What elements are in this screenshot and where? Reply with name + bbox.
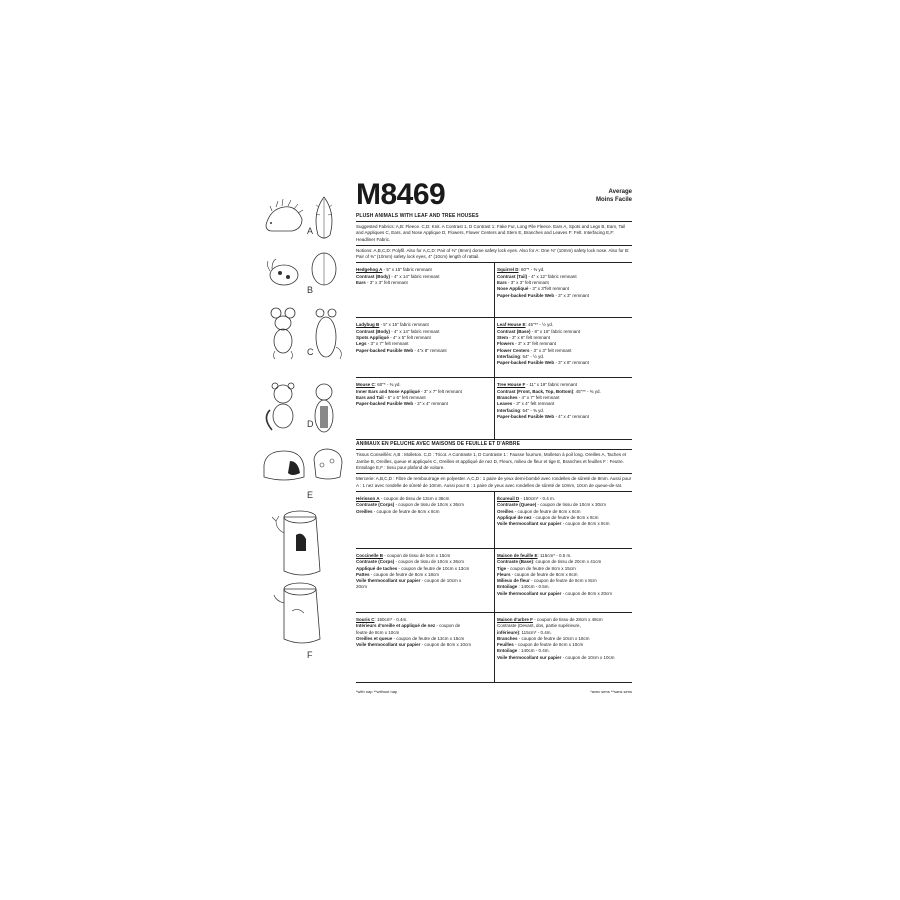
squirrel-sketch [262,380,350,438]
mouse-sketch [262,303,350,365]
cell-line: Milieux de fleur - coupon de feutre de 8cm x 8cm [497,578,597,584]
cell-line: Oreilles et queue - coupon de feutre de 13cm x 15cm [356,635,465,641]
figure-label-e: E [307,490,314,500]
ladybug-sketch [262,247,350,295]
cell-line: Voile thermocollant sur papier - coupon de 8cm x 8cm [497,521,610,527]
cell-line: Souris C: 150cm* - 0.4m. [356,616,408,622]
yardage-cell [494,317,632,377]
yardage-cell [494,612,632,682]
figure-label-c: C [307,347,314,357]
figure-label-b: B [307,285,314,295]
cell-line: 20cm [356,584,368,590]
cell-line: Mouse C: 60"* - ⅜ yd. [356,382,401,388]
cell-line: Contraste (Corps) - coupon de tissu de 10cm x 36cm [356,502,465,508]
difficulty-level [596,180,632,204]
yardage-cell [494,377,632,439]
cell-line: Oreilles - coupon de feutre de 8cm x 8cm [356,508,440,514]
yardage-cell [494,492,632,548]
french-notions: Mercerie: A,B,C,D : Fibre de rembourrage en polyester. A,C,D : 1 paire de yeux demi-bombé avec rondelles de sûreté de 8mm. Aussi pour A : 1 nez avec rondelle de sûreté de 10mm. Aussi pour B : 1 paire de yeux avec rondelles de sûreté de 10mm, 10cm de queue-de-rat. [356,474,632,492]
cell-line: Paper-backed Fusible Web - 4" x 4" remnant [497,413,589,419]
cell-line: Contrast (Front, Back, Top, Bottom): 45"** - ⅜ yd. [497,388,601,394]
yardage-cell [356,263,494,317]
figure-label-d: D [307,419,314,429]
cell-line: Ears - 3" x 3" felt remnant [356,280,408,286]
cell-line: Appliqué de nez - coupon de feutre de 8cm x 8cm [497,514,599,520]
pattern-info-sheet [356,180,632,694]
cell-line: Tige - coupon de feutre de 8cm x 15cm [497,565,576,571]
french-fabrics: Tissus Conseillés: A,B : Molleton. C,D : Tricot. A Contraste 1, D Contraste 1 : Fausse fourrure, Molleton à poil long. Oreilles A, Taches et Jambe B, Oreilles, queue et appliqués C, Oreilles et appliqué de nez D, Fleurs, milieu de fleur et tige E, Branches et feuilles F : Feutre. Entoilage E,F : tissu pour plafond de voiture. [356,450,632,474]
french-yardage-grid [356,492,632,683]
footnote-en: *with nap **without nap [356,688,398,694]
cell-line: Voile thermocollant sur papier - coupon de 8cm x 20cm [497,590,612,596]
cell-line: Contraste (Corps) - coupon de tissu de 10cm x 36cm [356,559,465,565]
cell-line: Ears - 3" x 3" felt remnant [497,280,549,286]
cell-line: feutre de 8cm x 10cm [356,629,400,635]
leaf-house-sketch [260,447,350,487]
cell-line: Interfacing: 54" - ½ yd. [497,353,545,359]
cell-line: Pattes - coupon de feutre de 8cm x 18cm [356,571,440,577]
cell-line: Paper-backed Fusible Web - 3" x 8" remnant [497,360,589,366]
cell-line: Coccinelle B - coupon de tissu de 5cm x 15cm [356,552,451,558]
difficulty-en: Average [608,189,632,195]
cell-line: Spots Appliqué - 4" x 5" felt remnant [356,335,431,341]
cell-line: Entoilage : 140cm - 0.4m. [497,648,550,654]
cell-line: Hérisson A - coupon de tissu de 13cm x 38cm [356,495,450,501]
cell-line: Intérieurs d'oreille et appliqué de nez - coupon de [356,623,461,629]
cell-line: Contrast (Body) - 4" x 14" fabric remnant [356,273,440,279]
cell-line: Maison de feuille E: 115cm* - 0.5 m. [497,552,572,558]
cell-line: Fleurs - coupon de feutre de 8cm x 8cm [497,571,578,577]
cell-line: Paper-backed Fusible Web - 3" x 3" remnant [497,292,589,298]
cell-line: Entoilage : 140cm - 0.5m. [497,584,550,590]
sketch-column [252,185,352,685]
cell-line: Oreilles - coupon de feutre de 8cm x 8cm [497,508,581,514]
cell-line: Paper-backed Fusible Web - 3" x 4" remnant [356,401,448,407]
french-title: ANIMAUX EN PELUCHE AVEC MAISONS DE FEUILLE ET D'ARBRE [356,440,632,450]
cell-line: Contrast (Body) - 4" x 14" fabric remnant [356,328,440,334]
pattern-code: M8469 [356,178,446,211]
figure-label-a: A [307,226,314,236]
cell-line: Tree House F - 11" x 19" fabric remnant [497,382,577,388]
cell-line: Flower Centers - 3" x 3" felt remnant [497,347,572,353]
cell-line: Inner Ears and Nose Appliqué - 3" x 7" felt remnant [356,388,462,394]
nap-footnote [356,683,632,694]
cell-line: Contrast (Tail) - 4" x 12" fabric remnant [497,273,577,279]
english-yardage-grid [356,263,632,440]
figure-label-f: F [307,650,313,660]
yardage-cell [356,377,494,439]
cell-line: Ears and Tail - 5" x 6" felt remnant [356,395,426,401]
difficulty-fr: Moins Facile [595,197,632,203]
yardage-cell [356,317,494,377]
footnote-fr: *avec sens **sans sens [590,688,632,694]
yardage-cell [494,548,632,612]
english-fabrics: Suggested Fabrics: A,B: Fleece. C,D: Knit. A Contrast 1, D Contrast 1: Fake Fur, Long Pile Fleece. Ears A, Spots and Legs B, Ears, Tail and Appliques C, Ears, and Nose Applique D, Flowers, Flower Centers and Stem E, Branches and Leaves F: Felt. Interfacing E,F: Headliner Fabric. [356,222,632,246]
cell-line: Paper-backed Fusible Web - 4"x 8" remnant [356,347,447,353]
cell-line: Feuilles - coupon de feutre de 8cm x 10cm [497,642,584,648]
cell-line: Appliqué de taches - coupon de feutre de 10cm x 13cm [356,565,470,571]
yardage-cell [494,263,632,317]
tree-house-sketch [262,503,350,653]
cell-line: inférieure): 115cm* - 0.4m. [497,629,552,635]
cell-line: Contraste (Base): coupon de tissu de 20cm x 41cm [497,559,602,565]
cell-line: Voile thermocollant sur papier - coupon de 10cm x [356,578,462,584]
cell-line: Leaf House E: 45"** - ½ yd. [497,322,554,328]
yardage-cell [356,612,494,682]
cell-line: Branches - 4" x 7" felt remnant [497,395,560,401]
cell-line: Leaves - 3" x 4" felt remnant [497,401,555,407]
yardage-cell [356,548,494,612]
cell-line: Flowers - 3" x 3" felt remnant [497,341,556,347]
cell-line: Legs - 3" x 7" felt remnant [356,341,409,347]
cell-line: Voile thermocollant sur papier - coupon de 10cm x 10cm [497,654,615,660]
cell-line: Squirrel D: 60"* - ⅜ yd. [497,267,545,273]
cell-line: Hedgehog A - 5" x 15" fabric remnant [356,267,432,273]
english-notions: Notions: A,B,C,D: Polyfil. Also for A,C,D: Pair of ⅜" (8mm) dome safety lock eyes. Also for A: One ⅜" (10mm) safety lock nose. Also for B: Pair of ⅜" (10mm) safety lock eyes, 4" (10cm) length of rattail. [356,246,632,264]
english-title: PLUSH ANIMALS WITH LEAF AND TREE HOUSES [356,212,632,222]
cell-line: Contrast (Base) - 8" x 16" fabric remnant [497,328,580,334]
cell-line: Maison d'arbre F - coupon de tissu de 28cm x 48cm [497,616,603,622]
cell-line: Contraste (Devant, dos, partie supérieure, [497,623,581,629]
yardage-cell [356,492,494,548]
cell-line: Branches - coupon de feutre de 10cm x 18cm [497,635,590,641]
cell-line: Voile thermocollant sur papier - coupon de 8cm x 10cm [356,642,471,648]
cell-line: Ladybug B - 5" x 15" fabric remnant [356,322,429,328]
cell-line: Nose Appliqué - 3" x 3"felt remnant [497,286,570,292]
hedgehog-sketch [262,195,350,243]
cell-line: Écureuil D - 150cm* - 0.4 m. [497,495,556,501]
cell-line: Contraste (Queue) - coupon de tissu de 10cm x 30cm [497,502,607,508]
cell-line: Interfacing: 54" - ⅜ yd. [497,407,545,413]
cell-line: Stem - 3" x 6" felt remnant [497,335,550,341]
pattern-header [356,180,632,212]
